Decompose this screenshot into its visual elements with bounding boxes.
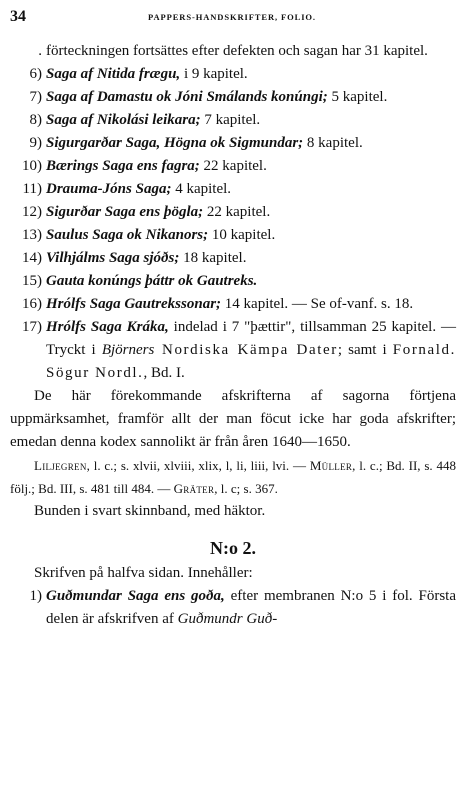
entry-number: 14) <box>22 250 42 266</box>
entry-number: 8) <box>29 112 42 128</box>
entry-title: Sigurðar Saga ens þögla; <box>46 204 204 220</box>
entry-chapters: 4 kapitel. <box>171 181 232 197</box>
running-title: PAPPERS-HANDSKRIFTER, FOLIO. <box>148 12 316 22</box>
entry-title: Saulus Saga ok Nikanors; <box>46 227 209 243</box>
page-number: 34 <box>10 8 26 25</box>
entry-chapters: i 9 kapitel. <box>180 66 248 82</box>
page-header <box>10 8 454 28</box>
entry-number: 11) <box>22 181 42 197</box>
entry-number: 13) <box>22 227 42 243</box>
saga-entry <box>10 86 456 109</box>
entry-number: 9) <box>29 135 42 151</box>
ref-text: , l. c.; s. xlvii, xlviii, xlix, l, li, liii, lvi. — <box>86 458 310 473</box>
binding-note: Bunden i svart skinnband, med häktor. <box>34 503 266 519</box>
saga-entry <box>10 293 456 316</box>
work-title-fornald: Fornald. Sögur Nordl. <box>46 342 457 381</box>
continuation-text: förteckningen fortsättes efter defekten och sagan har 31 kapitel. <box>46 43 428 59</box>
entry-text: indelad i 7 "þættir", tillsamman 25 kapitel. — Tryckt i <box>46 319 456 358</box>
entry-number: 15) <box>22 273 42 289</box>
entry-title: Drauma-Jóns Saga; <box>46 181 172 197</box>
entry-title: Vilhjálms Saga sjóðs; <box>46 250 180 266</box>
entry-number: . <box>38 43 42 59</box>
entry-number: 16) <box>22 296 42 312</box>
entry-title: Guðmundar Saga ens goða, <box>46 588 225 604</box>
ref-author-muller: Müller <box>309 458 353 473</box>
section-intro: Skrifven på halfva sidan. Innehåller: <box>34 565 253 581</box>
entry-chapters: 22 kapitel. <box>203 204 271 220</box>
entry-17 <box>10 316 456 385</box>
author-bjorner: Björners <box>101 342 155 358</box>
ref-author-grater: Gräter <box>173 481 215 496</box>
saga-list <box>10 63 456 316</box>
entry-text: efter membranen N:o 5 i fol. Första delen är afskrifven af <box>46 588 457 627</box>
section-heading: N:o 2. <box>210 538 256 558</box>
entry-number: 17) <box>22 319 42 335</box>
entry-title: Sigurgarðar Saga, Högna ok Sigmundar; <box>46 135 304 151</box>
entry-number: 6) <box>29 66 42 82</box>
page-body <box>10 40 456 631</box>
ref-text: , l. c; s. 367. <box>214 481 278 496</box>
entry-number: 10) <box>22 158 42 174</box>
entry-number: 12) <box>22 204 42 220</box>
entry-title: Saga af Nikolási leikara; <box>46 112 201 128</box>
saga-entry <box>10 224 456 247</box>
entry-chapters: 7 kapitel. <box>200 112 261 128</box>
entry-title: Saga af Damastu ok Jóni Smálands konúngi; <box>46 89 328 105</box>
saga-entry <box>10 201 456 224</box>
references-paragraph <box>10 454 456 500</box>
entry-title: Saga af Nitida frægu, <box>46 66 181 82</box>
entry-text: ; samt i <box>337 342 393 358</box>
saga-entry <box>10 178 456 201</box>
entry-title-tail: Guðmundr Guð- <box>177 611 278 627</box>
entry-chapters: 10 kapitel. <box>208 227 276 243</box>
entry-number: 7) <box>29 89 42 105</box>
saga-entry <box>10 247 456 270</box>
saga-entry <box>10 109 456 132</box>
paragraph-copies: De här förekommande afskrifterna af sagorna förtjena uppmärksamhet, framför allt der man föcut icke har goda afskrifter; emedan denna kodex sannolikt är från åren 1640—1650. <box>10 388 456 450</box>
saga-entry <box>10 132 456 155</box>
saga-entry <box>10 155 456 178</box>
entry-title: Gauta konúngs þáttr ok Gautreks. <box>46 273 258 289</box>
work-title-kampa-dater: Nordiska Kämpa Dater <box>154 342 338 358</box>
saga-entry <box>10 270 456 293</box>
entry-chapters: 8 kapitel. <box>303 135 363 151</box>
entry-continuation <box>10 40 456 63</box>
entry-title: Hrólfs Saga Gautrekssonar; <box>46 296 222 312</box>
entry-text: , Bd. I. <box>143 365 185 381</box>
ref-author-liljegren: Liljegren <box>34 458 87 473</box>
entry-chapters: 14 kapitel. — Se of-vanf. s. 18. <box>221 296 414 312</box>
section-entry-1 <box>10 585 456 631</box>
entry-title: Hrólfs Saga Kráka, <box>46 319 169 335</box>
saga-entry <box>10 63 456 86</box>
entry-chapters: 5 kapitel. <box>327 89 388 105</box>
entry-title: Bærings Saga ens fagra; <box>46 158 200 174</box>
entry-chapters: 22 kapitel. <box>199 158 267 174</box>
entry-number: 1) <box>29 588 42 604</box>
entry-chapters: 18 kapitel. <box>179 250 247 266</box>
ref-text: , l. c.; Bd. II, s. 448 följ.; Bd. III, s. 481 till 484. — <box>10 458 456 496</box>
